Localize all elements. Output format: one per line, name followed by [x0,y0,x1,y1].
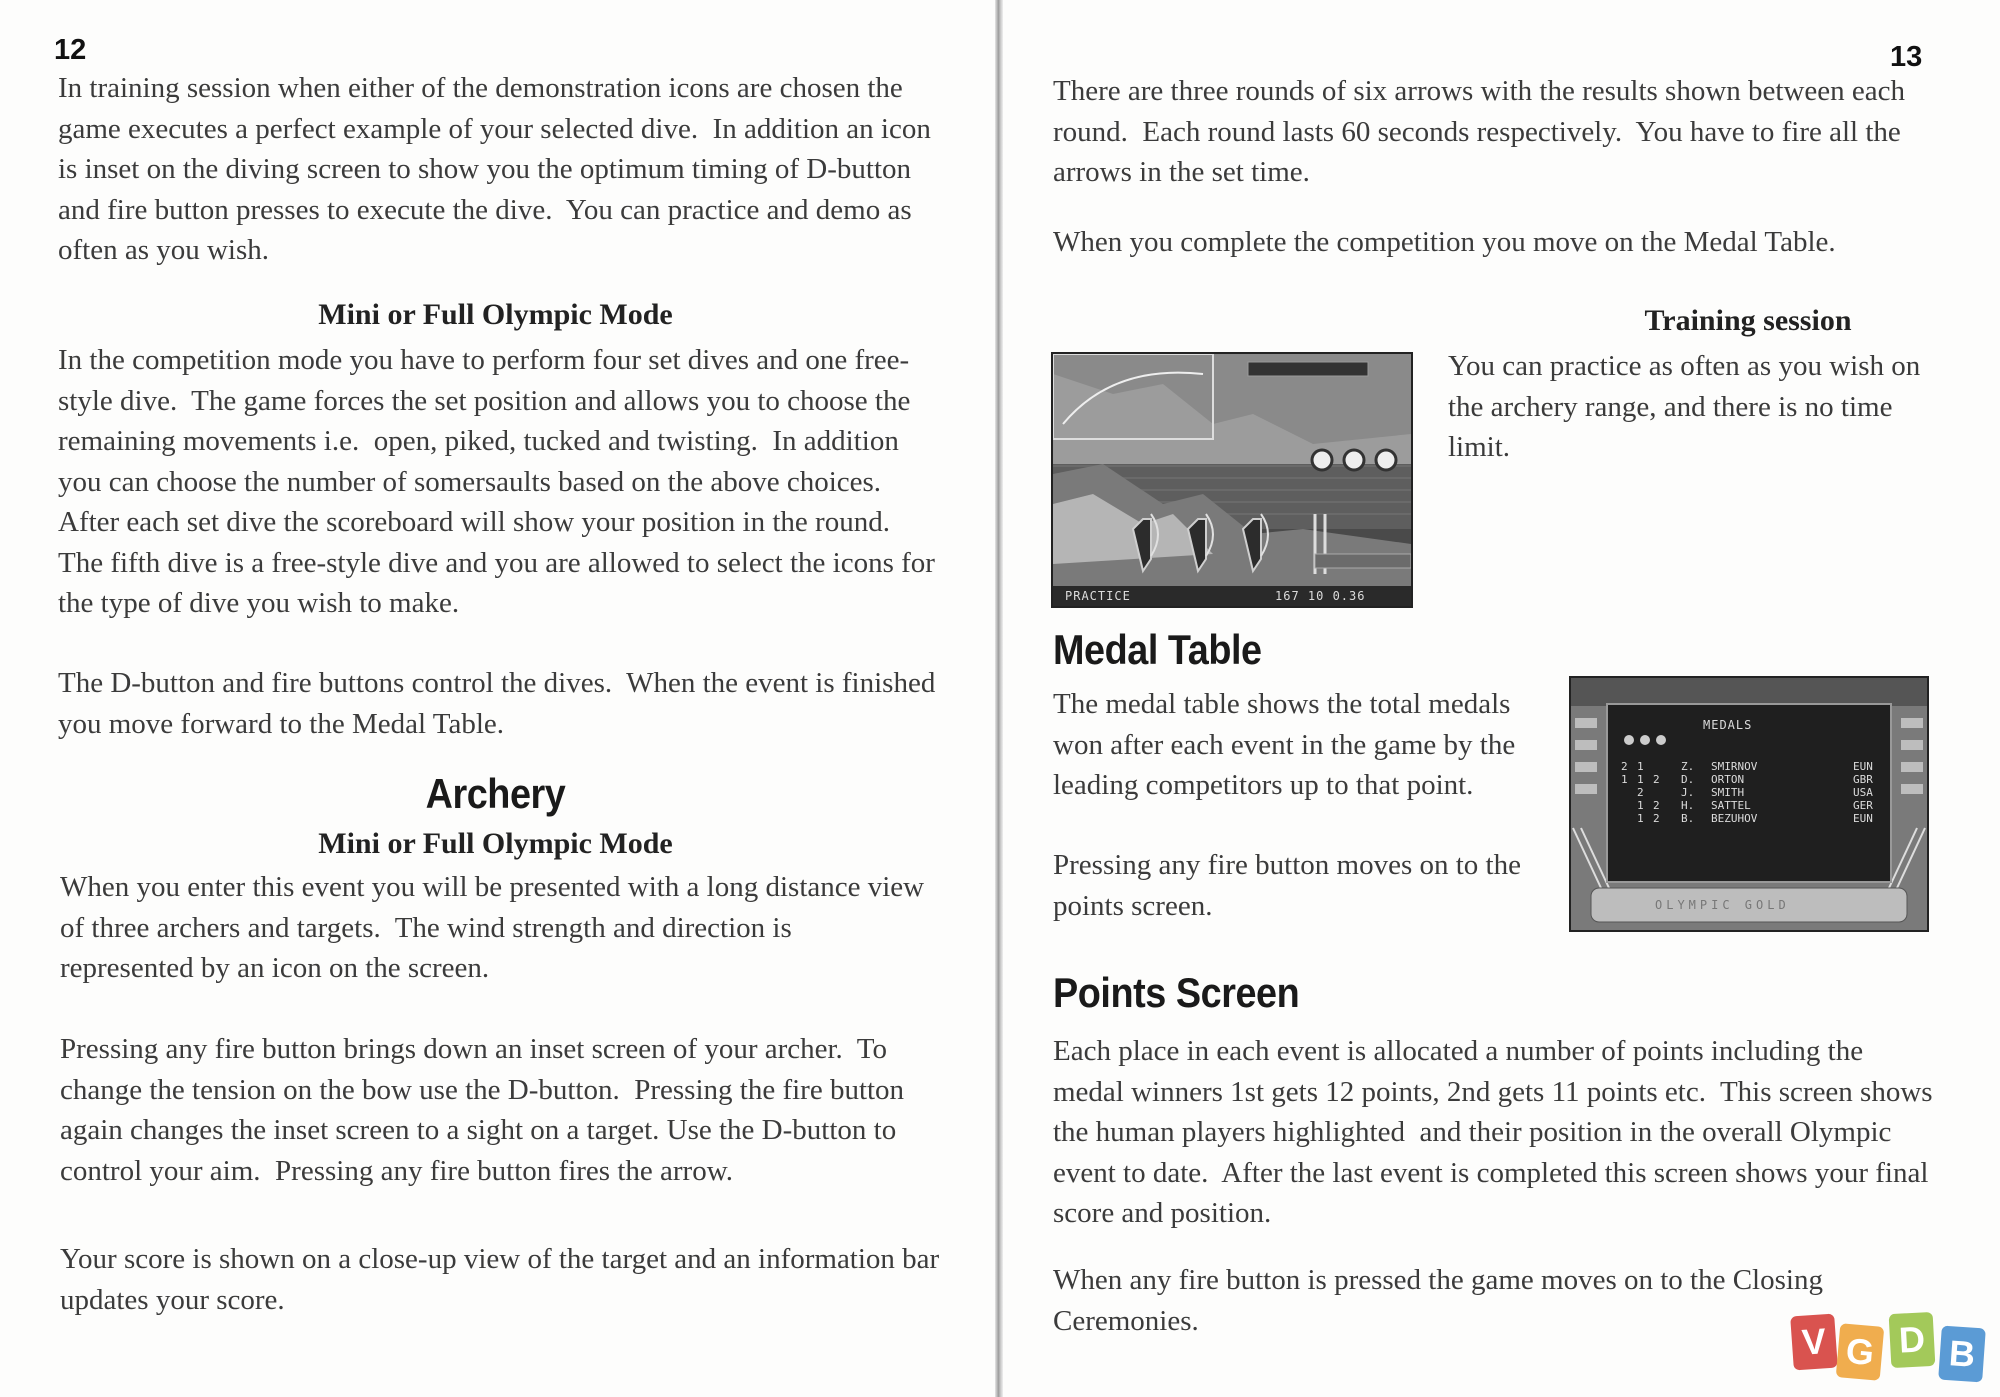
book-spine [995,0,1003,1397]
text-line: round. Each round lasts 60 seconds respectively. You have to fire all the [1053,115,1901,148]
competitor-rank: Z. [1681,760,1695,773]
medal-paragraph-2 [1053,845,1521,926]
medal-bronze-count: 2 [1653,799,1660,812]
text-line: In the competition mode you have to perform four set dives and one free- [58,344,910,376]
medal-rows [1621,760,1883,825]
text-line: you move forward to the Medal Table. [58,707,505,740]
text-line: The D-button and fire buttons control the dives. When the event is finished [58,667,936,699]
competitor-nation: USA [1853,786,1873,799]
page-number-right: 13 [1890,41,1923,73]
controls-paragraph [58,663,935,744]
competitor-rank: B. [1681,812,1695,825]
text-line: In training session when either of the demonstration icons are chosen the [58,72,903,104]
text-line: arrows in the set time. [1053,156,1310,188]
text-line: again changes the inset screen to a sight on a target. Use the D-button to [60,1114,897,1146]
logo-tile-d: D [1889,1312,1936,1368]
text-line: the human players highlighted and their position in the overall Olympic [1053,1116,1892,1148]
competitor-nation: EUN [1853,760,1873,773]
medal-gold-count: 1 [1621,773,1628,786]
medal-row [1621,760,1883,773]
medals-title: MEDALS [1703,718,1753,732]
medal-silver-count: 2 [1637,786,1644,799]
medal-screen-footer: OLYMPIC GOLD [1655,898,1790,912]
text-line: often as you wish. [58,234,270,266]
text-line: game executes a perfect example of your selected dive. In addition an icon [58,112,931,145]
text-line: the type of dive you wish to make. [58,587,460,619]
text-line: After each set dive the scoreboard will show your position in the round. [58,506,890,538]
text-line: You can practice as often as you wish on [1448,350,1921,382]
rounds-paragraph [1053,71,1905,193]
text-line: control your aim. Pressing any fire button fires the arrow. [60,1154,734,1187]
competitor-rank: D. [1681,773,1695,786]
medal-row [1621,786,1883,799]
logo-tile-v: V [1790,1314,1838,1371]
medal-row [1621,799,1883,812]
text-line: represented by an icon on the screen. [60,952,490,984]
text-line: limit. [1448,431,1511,463]
page-number-left: 12 [54,34,87,66]
text-line: you can choose the number of somersaults based on the above choices. [58,465,882,498]
medal-gold-count: 2 [1621,760,1628,773]
medal-paragraph-1 [1053,684,1515,806]
intro-paragraph [58,68,931,271]
medal-row [1621,773,1883,786]
medal-table-screenshot [1569,676,1929,932]
logo-tile-g: G [1836,1323,1885,1381]
competitor-nation: EUN [1853,812,1873,825]
archery-paragraph-2 [60,1029,904,1191]
competitor-nation: GER [1853,799,1873,812]
medal-silver-count: 1 [1637,799,1644,812]
points-paragraph [1053,1031,1933,1234]
text-line: The fifth dive is a free-style dive and you are allowed to select the icons for [58,546,935,579]
text-line: Pressing any fire button moves on to the [1053,849,1521,881]
logo-tile-b: B [1938,1326,1986,1383]
medal-bronze-count: 2 [1653,773,1660,786]
text-line: When you enter this event you will be presented with a long distance view [60,871,925,903]
text-line: the archery range, and there is no time [1448,390,1893,423]
medal-silver-count: 1 [1637,812,1644,825]
text-line: won after each event in the game by the [1053,728,1516,761]
training-paragraph [1448,346,1920,468]
training-heading: Training session [1644,304,1852,337]
points-screen-heading: Points Screen [1053,969,1300,1016]
archery-paragraph-3 [60,1239,939,1320]
archery-scene-graphic [1053,354,1411,606]
practice-label: PRACTICE [1065,589,1131,603]
complete-paragraph [1053,222,1836,263]
text-line: Your score is shown on a close-up view of the target and an information bar [60,1243,940,1275]
text-line: The medal table shows the total medals [1053,688,1511,720]
competitor-name: SMIRNOV [1711,760,1758,773]
practice-stats: 167 10 0.36 [1275,589,1366,603]
text-line: score and position. [1053,1197,1272,1229]
competitor-nation: GBR [1853,773,1873,786]
text-line: and fire button presses to execute the dive. You can practice and demo as [58,193,912,226]
archery-practice-screenshot [1051,352,1413,608]
right-page [1003,0,2000,1397]
archery-mode-heading: Mini or Full Olympic Mode [318,827,673,860]
diving-mode-heading: Mini or Full Olympic Mode [318,298,673,331]
text-line: When you complete the competition you move on the Medal Table. [1053,226,1836,258]
text-line: is inset on the diving screen to show you the optimum timing of D-button [58,153,912,185]
vgdb-watermark-logo [1792,1311,1988,1383]
competitor-name: SMITH [1711,786,1745,799]
diving-mode-paragraph [58,340,935,624]
competitor-name: BEZUHOV [1711,812,1758,825]
text-line: medal winners 1st gets 12 points, 2nd gets 11 points etc. This screen shows [1053,1075,1933,1108]
text-line: updates your score. [60,1283,285,1316]
competitor-name: SATTEL [1711,799,1751,812]
left-page [0,0,997,1397]
closing-paragraph [1053,1260,1823,1341]
text-line: event to date. After the last event is completed this screen shows your final [1053,1156,1929,1189]
text-line: style dive. The game forces the set position and allows you to choose the [58,384,911,417]
text-line: There are three rounds of six arrows with the results shown between each [1053,75,1905,107]
archery-paragraph-1 [60,867,924,989]
competitor-rank: H. [1681,799,1695,812]
medal-silver-count: 1 [1637,773,1644,786]
text-line: remaining movements i.e. open, piked, tucked and twisting. In addition [58,425,899,457]
text-line: Pressing any fire button brings down an inset screen of your archer. To [60,1033,887,1065]
medal-row [1621,812,1883,825]
medal-table-heading: Medal Table [1053,626,1262,673]
text-line: points screen. [1053,889,1213,922]
archery-heading: Archery [425,770,566,817]
text-line: leading competitors up to that point. [1053,769,1474,801]
competitor-rank: J. [1681,786,1695,799]
text-line: When any fire button is pressed the game moves on to the Closing [1053,1264,1823,1296]
text-line: change the tension on the bow use the D-button. Pressing the fire button [60,1073,905,1106]
competitor-name: ORTON [1711,773,1745,786]
text-line: Ceremonies. [1053,1304,1199,1337]
text-line: of three archers and targets. The wind strength and direction is [60,911,792,944]
medal-silver-count: 1 [1637,760,1644,773]
text-line: Each place in each event is allocated a number of points including the [1053,1035,1864,1067]
medal-bronze-count: 2 [1653,812,1660,825]
